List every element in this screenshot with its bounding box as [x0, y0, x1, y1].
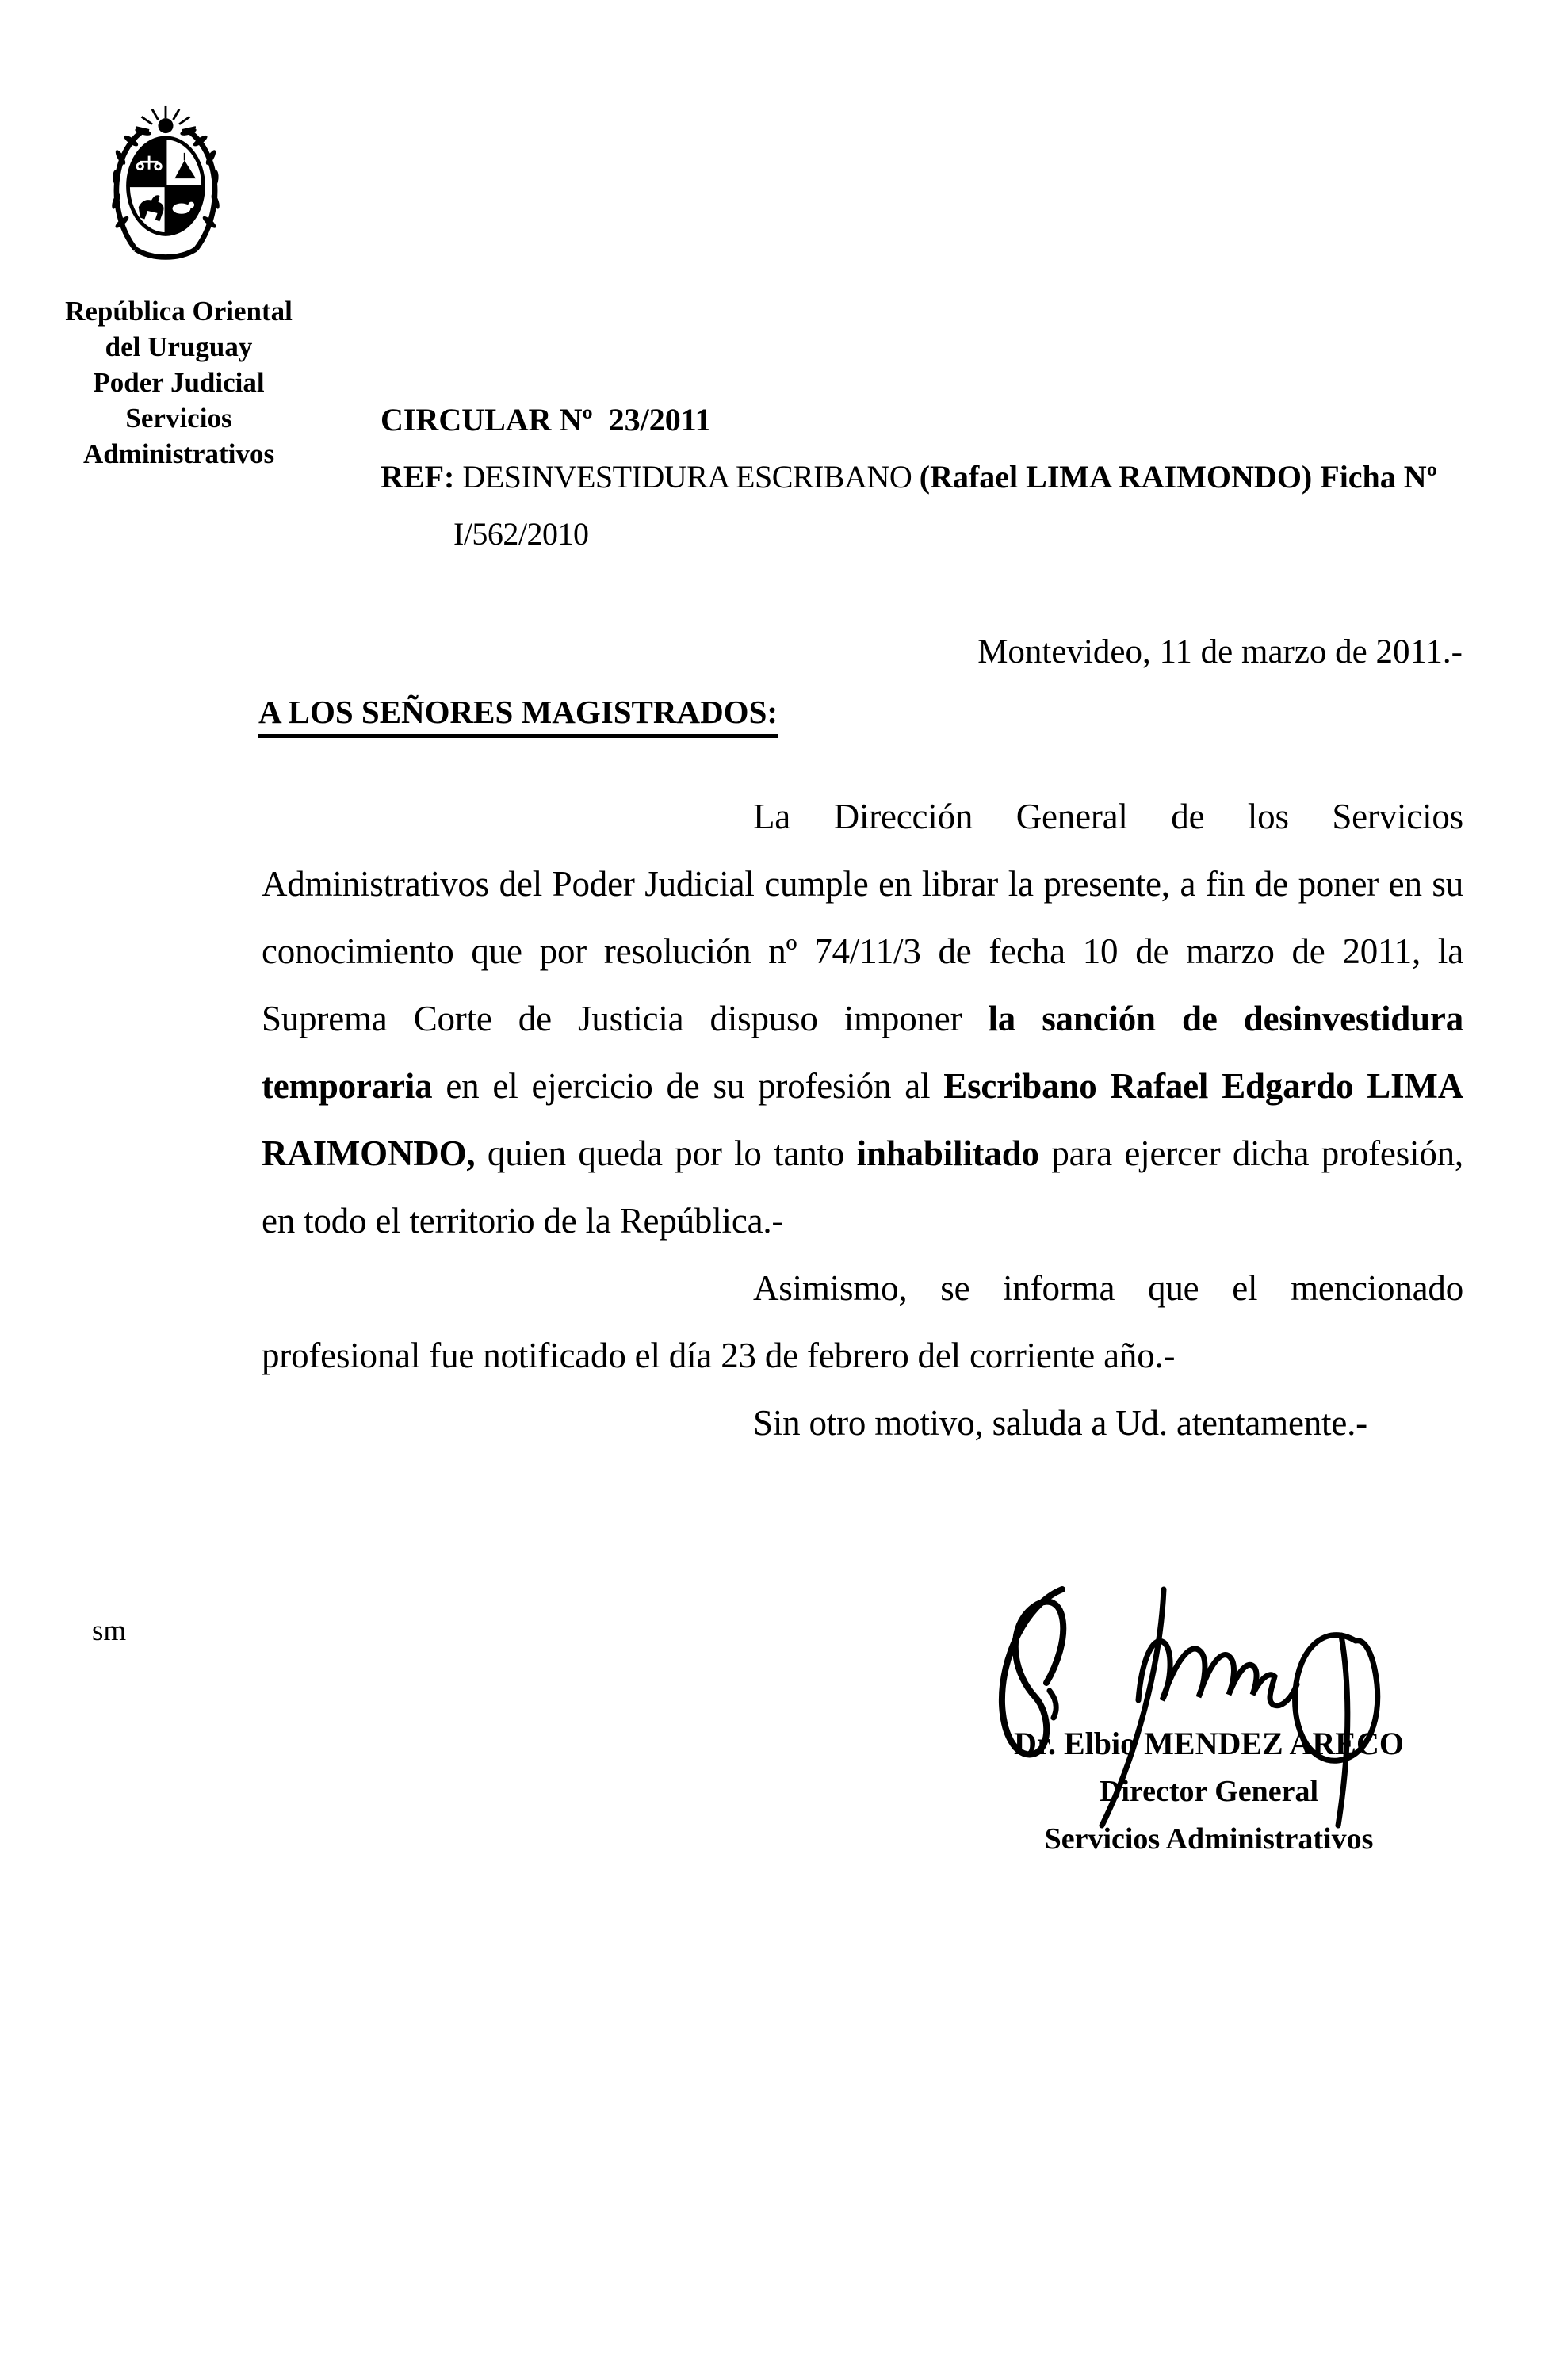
body-run: en el ejercicio de su profesión al — [432, 1066, 944, 1106]
salutation-text: A LOS SEÑORES MAGISTRADOS: — [258, 694, 778, 738]
ref-subject: DESINVESTIDURA ESCRIBANO — [462, 459, 920, 495]
paragraph-3: Sin otro motivo, saluda a Ud. atentamente.- — [753, 1403, 1367, 1443]
letterhead-line: Servicios — [125, 403, 232, 434]
signer-title-secondary: Servicios Administrativos — [1044, 1822, 1374, 1856]
body-run: La Dirección General de los Servicios Administrativos del Poder Judicial cumple en librar la presente, a fin de poner en su conocimiento que por resolución nº 74/11/3 de fecha 10 de marzo de 2011, la Suprema Corte de Justicia dispuso imponer — [262, 797, 1463, 1038]
letterhead-org-name — [22, 293, 335, 472]
body-run: para ejercer dicha profesión, en todo el territorio de la República.- — [262, 1134, 1463, 1241]
signer-title-primary: Director General — [1099, 1775, 1319, 1808]
ref-label: REF: — [381, 459, 463, 495]
paragraph-2: Asimismo, se informa que el mencionado profesional fue notificado el día 23 de febrero del corriente año.- — [262, 1268, 1463, 1375]
body-run-bold: Escribano Rafael Edgardo LIMA RAIMONDO, — [262, 1066, 1463, 1173]
circular-number-line: CIRCULAR Nº 23/2011 — [381, 402, 711, 438]
paragraph-1 — [262, 783, 1463, 1255]
letterhead-line: Administrativos — [82, 438, 275, 469]
ref-file-number: I/562/2010 — [453, 516, 589, 552]
letterhead-line: del Uruguay — [105, 331, 253, 362]
salutation — [258, 693, 778, 731]
signer-name: Dr. Elbio MENDEZ ARECO — [1014, 1726, 1404, 1761]
body-run: quien queda por lo tanto — [475, 1134, 857, 1173]
letterhead-line: Poder Judicial — [93, 367, 265, 398]
ref-line — [381, 458, 1437, 495]
ref-detail: (Rafael LIMA RAIMONDO) Ficha Nº — [919, 459, 1437, 495]
body-run-bold: inhabilitado — [856, 1134, 1039, 1173]
signature-block — [987, 1720, 1431, 1863]
letterhead-line: República Oriental — [65, 296, 293, 327]
letter-body — [262, 783, 1463, 1457]
uruguay-coat-of-arms-icon — [105, 100, 226, 262]
typist-initials: sm — [92, 1615, 127, 1647]
body-run-bold: la sanción de desinvestidura temporaria — [262, 999, 1463, 1106]
date-line: Montevideo, 11 de marzo de 2011.- — [977, 633, 1463, 671]
